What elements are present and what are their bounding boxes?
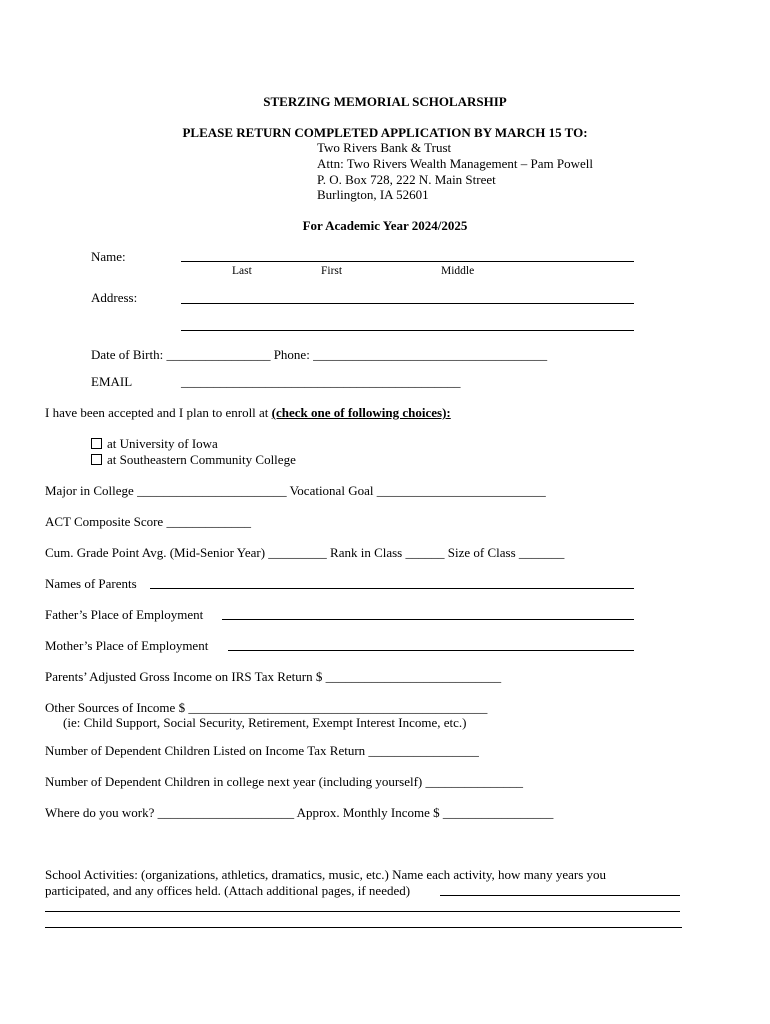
dependents-college-line: Number of Dependent Children in college next year (including yourself) _______________ xyxy=(45,774,523,789)
activities-line-2: participated, and any offices held. (Attach additional pages, if needed) xyxy=(45,883,411,898)
email-label: EMAIL xyxy=(91,374,133,389)
activities-line-1: School Activities: (organizations, athletics, dramatics, music, etc.) Name each activity, how many years you xyxy=(45,867,607,882)
name-field-line[interactable] xyxy=(181,261,634,262)
father-employment-field-line[interactable] xyxy=(222,619,634,620)
agi-line: Parents’ Adjusted Gross Income on IRS Tax Return $ ___________________________ xyxy=(45,669,502,684)
parents-field-line[interactable] xyxy=(150,588,634,589)
activities-field-line-2[interactable] xyxy=(45,911,680,912)
enroll-choice-instruction: (check one of following choices): xyxy=(271,405,451,420)
mother-employment-label: Mother’s Place of Employment xyxy=(45,638,209,653)
major-vocational-line: Major in College _______________________ Vocational Goal __________________________ xyxy=(45,483,546,498)
other-income-note: (ie: Child Support, Social Security, Retirement, Exempt Interest Income, etc.) xyxy=(63,715,467,730)
name-label: Name: xyxy=(91,249,126,264)
choice-southeastern-cc[interactable]: at Southeastern Community College xyxy=(91,452,296,467)
parents-label: Names of Parents xyxy=(45,576,137,591)
checkbox-icon[interactable] xyxy=(91,454,102,465)
address-line: Attn: Two Rivers Wealth Management – Pam Powell xyxy=(317,156,593,171)
academic-year: For Academic Year 2024/2025 xyxy=(302,218,468,233)
checkbox-icon[interactable] xyxy=(91,438,102,449)
dob-phone-line: Date of Birth: ________________ Phone: ____________________________________ xyxy=(91,347,548,362)
address-line: P. O. Box 728, 222 N. Main Street xyxy=(317,172,496,187)
address-field-line-2[interactable] xyxy=(181,330,634,331)
return-heading: PLEASE RETURN COMPLETED APPLICATION BY MARCH 15 TO: xyxy=(182,125,588,140)
father-employment-label: Father’s Place of Employment xyxy=(45,607,204,622)
name-sublabel-first: First xyxy=(321,265,343,277)
work-income-line: Where do you work? _____________________ Approx. Monthly Income $ _________________ xyxy=(45,805,554,820)
dependents-line: Number of Dependent Children Listed on Income Tax Return _________________ xyxy=(45,743,479,758)
name-sublabel-middle: Middle xyxy=(441,265,475,277)
activities-field-line-3[interactable] xyxy=(45,927,682,928)
address-line: Burlington, IA 52601 xyxy=(317,187,429,202)
activities-field-line[interactable] xyxy=(440,895,680,896)
other-income-line: Other Sources of Income $ ______________________________________________ xyxy=(45,700,488,715)
act-score-line: ACT Composite Score _____________ xyxy=(45,514,251,529)
address-field-line[interactable] xyxy=(181,303,634,304)
name-sublabel-last: Last xyxy=(232,265,252,277)
mother-employment-field-line[interactable] xyxy=(228,650,634,651)
choice-university-of-iowa[interactable]: at University of Iowa xyxy=(91,436,218,451)
address-label: Address: xyxy=(91,290,138,305)
enroll-statement xyxy=(45,405,451,420)
email-field-line[interactable]: ___________________________________________ xyxy=(181,374,461,389)
address-line: Two Rivers Bank & Trust xyxy=(317,140,452,155)
enroll-prefix: I have been accepted and I plan to enroll at xyxy=(45,405,272,420)
form-title: STERZING MEMORIAL SCHOLARSHIP xyxy=(263,94,507,109)
gpa-rank-line: Cum. Grade Point Avg. (Mid-Senior Year) _________ Rank in Class ______ Size of Class _______ xyxy=(45,545,565,560)
